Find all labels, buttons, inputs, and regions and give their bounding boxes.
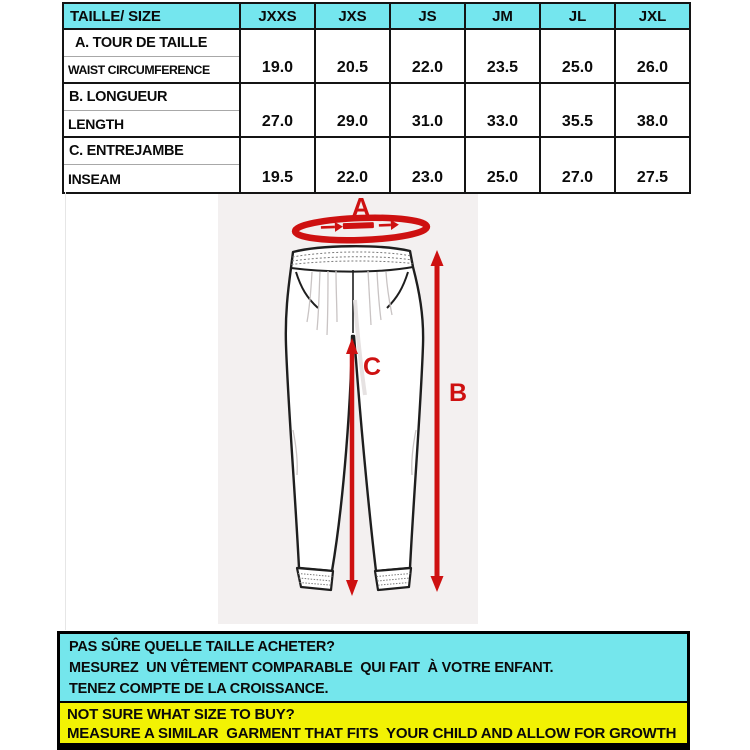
table-header-size: TAILLE/ SIZE xyxy=(64,4,239,30)
inseam-value: 27.5 xyxy=(614,138,689,192)
row-label-waist-en: WAIST CIRCUMFERENCE xyxy=(64,57,239,84)
length-value: 29.0 xyxy=(314,84,389,138)
inseam-value: 19.5 xyxy=(239,138,314,192)
note-line-fr-3: TENEZ COMPTE DE LA CROISSANCE. xyxy=(69,681,329,697)
note-line-fr-2: MESUREZ UN VÊTEMENT COMPARABLE QUI FAIT À VOTRE ENFANT. xyxy=(69,660,554,676)
pants-measurement-diagram xyxy=(180,190,500,640)
waist-value: 22.0 xyxy=(389,30,464,84)
row-label-inseam-fr: C. ENTREJAMBE xyxy=(64,138,239,165)
row-label-length-en: LENGTH xyxy=(64,111,239,138)
waist-value: 25.0 xyxy=(539,30,614,84)
column-header-jxs: JXS xyxy=(314,4,389,30)
size-table xyxy=(62,2,691,194)
row-label-length-fr: B. LONGUEUR xyxy=(64,84,239,111)
note-line-en-1: NOT SURE WHAT SIZE TO BUY? xyxy=(67,706,295,723)
column-header-js: JS xyxy=(389,4,464,30)
sizing-advice-english xyxy=(60,701,687,743)
label-b-length: B xyxy=(449,379,468,407)
note-line-en-2: MEASURE A SIMILAR GARMENT THAT FITS YOUR CHILD AND ALLOW FOR GROWTH xyxy=(67,725,677,742)
length-value: 27.0 xyxy=(239,84,314,138)
length-value: 33.0 xyxy=(464,84,539,138)
length-value: 35.5 xyxy=(539,84,614,138)
column-header-jm: JM xyxy=(464,4,539,30)
column-header-jxxs: JXXS xyxy=(239,4,314,30)
waist-value: 26.0 xyxy=(614,30,689,84)
inseam-value: 22.0 xyxy=(314,138,389,192)
label-a-waist: A xyxy=(351,192,371,222)
waist-value: 20.5 xyxy=(314,30,389,84)
inseam-value: 25.0 xyxy=(464,138,539,192)
sizing-advice-block xyxy=(57,631,690,750)
column-header-jxl: JXL xyxy=(614,4,689,30)
label-c-inseam: C xyxy=(363,353,382,381)
row-label-waist-fr: A. TOUR DE TAILLE xyxy=(64,30,239,57)
length-value: 31.0 xyxy=(389,84,464,138)
faint-gridline xyxy=(65,192,66,630)
waist-value: 19.0 xyxy=(239,30,314,84)
inseam-value: 27.0 xyxy=(539,138,614,192)
sizing-advice-french xyxy=(60,634,687,701)
waist-value: 23.5 xyxy=(464,30,539,84)
inseam-value: 23.0 xyxy=(389,138,464,192)
length-value: 38.0 xyxy=(614,84,689,138)
note-line-fr-1: PAS SÛRE QUELLE TAILLE ACHETER? xyxy=(69,639,335,655)
row-label-inseam-en: INSEAM xyxy=(68,170,121,187)
column-header-jl: JL xyxy=(539,4,614,30)
